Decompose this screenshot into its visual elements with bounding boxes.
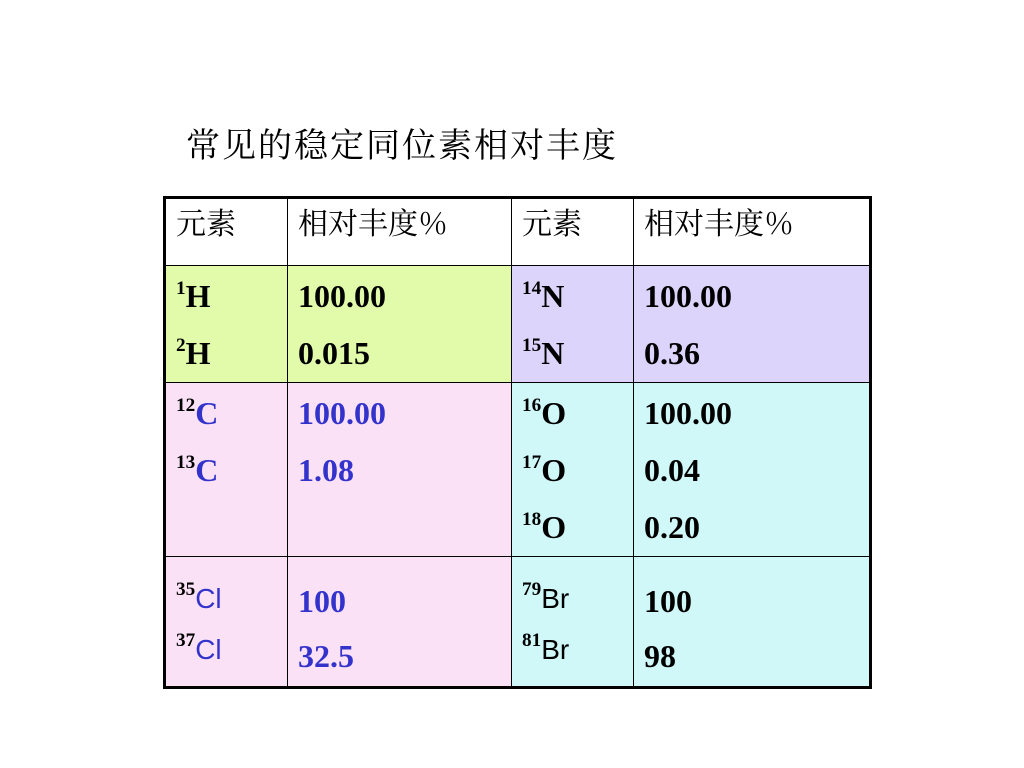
abundance-br79: 100 <box>644 583 692 619</box>
table-row <box>165 383 871 557</box>
header-abundance-left: 相对丰度％ <box>288 198 512 266</box>
table-row <box>165 266 871 383</box>
abundance-cl35: 100 <box>298 583 346 619</box>
isotope-o17: $^{17}$O <box>522 451 567 488</box>
slide-title: 常见的稳定同位素相对丰度 <box>186 126 618 166</box>
abundance-br81: 98 <box>644 638 676 674</box>
abundance-cell-cl <box>288 557 512 688</box>
isotope-o18: $^{18}$O <box>522 508 567 545</box>
isotope-br79: $^{79}$Br <box>522 578 570 614</box>
isotope-h1: $^1$H <box>176 277 211 314</box>
header-element-left: 元素 <box>165 198 288 266</box>
abundance-o18: 0.20 <box>644 509 700 545</box>
isotope-o16: $^{16}$O <box>522 394 567 431</box>
table-header-row <box>165 198 871 266</box>
abundance-cl37: 32.5 <box>298 638 354 674</box>
isotope-br81: $^{81}$Br <box>522 629 570 665</box>
header-abundance-right: 相对丰度％ <box>634 198 871 266</box>
abundance-cell-br <box>634 557 871 688</box>
isotope-h2: $^2$H <box>176 334 211 371</box>
isotope-cl37: $^{37}$Cl <box>176 629 222 665</box>
abundance-o17: 0.04 <box>644 452 700 488</box>
abundance-cell-c <box>288 383 512 557</box>
abundance-c12: 100.00 <box>298 395 386 431</box>
isotope-n14: $^{14}$N <box>522 277 565 314</box>
abundance-n15: 0.36 <box>644 335 700 371</box>
abundance-h1: 100.00 <box>298 278 386 314</box>
isotope-cell-n <box>512 266 634 383</box>
abundance-o16: 100.00 <box>644 395 732 431</box>
abundance-c13: 1.08 <box>298 452 354 488</box>
isotope-cl35: $^{35}$Cl <box>176 578 222 614</box>
isotope-cell-cl <box>165 557 288 688</box>
isotope-cell-br <box>512 557 634 688</box>
isotope-n15: $^{15}$N <box>522 334 565 371</box>
abundance-cell-o <box>634 383 871 557</box>
abundance-cell-h <box>288 266 512 383</box>
isotope-c12: $^{12}$C <box>176 394 219 431</box>
isotope-c13: $^{13}$C <box>176 451 219 488</box>
table-row <box>165 557 871 688</box>
isotope-cell-o <box>512 383 634 557</box>
header-element-right: 元素 <box>512 198 634 266</box>
isotope-cell-c <box>165 383 288 557</box>
abundance-n14: 100.00 <box>644 278 732 314</box>
isotope-cell-h <box>165 266 288 383</box>
abundance-cell-n <box>634 266 871 383</box>
abundance-h2: 0.015 <box>298 335 370 371</box>
isotope-abundance-table <box>163 196 872 689</box>
